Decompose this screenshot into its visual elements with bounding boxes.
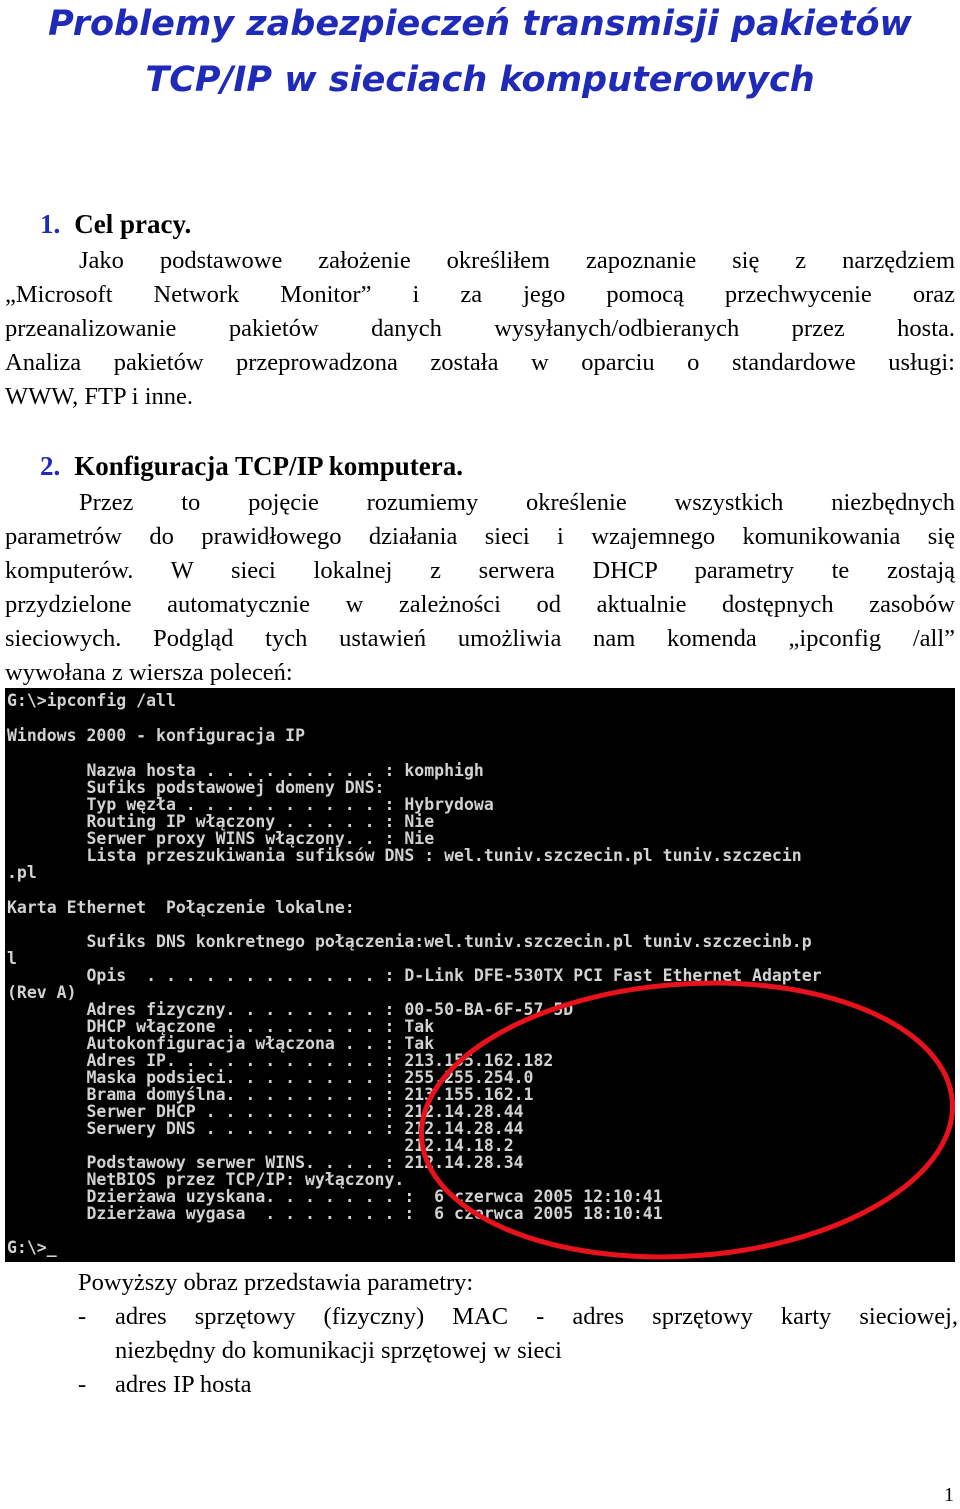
section-2-title: Konfiguracja TCP/IP komputera.: [74, 451, 464, 481]
highlight-ellipse: [5, 688, 955, 1262]
section-1-paragraph: [5, 244, 955, 414]
red-highlight-circle: [412, 966, 955, 1262]
document-title-line-2: TCP/IP w sieciach komputerowych: [145, 60, 815, 100]
console-line: Sufiks podstawowej domeny DNS:: [7, 778, 385, 797]
console-line: Karta Ethernet Połączenie lokalne:: [7, 898, 355, 917]
section-2-heading: [40, 450, 463, 482]
list-dash: -: [78, 1371, 87, 1398]
console-line: G:\>_: [7, 1238, 57, 1257]
console-line: Routing IP włączony . . . . . : Nie: [7, 812, 435, 831]
console-line: Autokonfiguracja włączona . . : Tak: [7, 1034, 435, 1053]
console-line: l: [7, 949, 17, 968]
section-2-paragraph: [5, 486, 955, 690]
console-line: Adres fizyczny. . . . . . . . : 00-50-BA-6F-57-5D: [7, 1000, 574, 1019]
paragraph-line: Jako podstawowe założenie określiłem zapoznanie się z narzędziem: [79, 247, 955, 274]
console-line: DHCP włączone . . . . . . . . : Tak: [7, 1017, 435, 1036]
document-title-line-1: Problemy zabezpieczeń transmisji pakietów: [48, 4, 912, 44]
paragraph-line: przydzielone automatycznie w zależności od aktualnie dostępnych zasobów: [5, 591, 955, 618]
console-line: 212.14.18.2: [7, 1136, 514, 1155]
console-line: Lista przeszukiwania sufiksów DNS : wel.tuniv.szczecin.pl tuniv.szczecin: [7, 846, 802, 865]
console-line: Sufiks DNS konkretnego połączenia:wel.tuniv.szczecin.pl tuniv.szczecinb.p: [7, 932, 812, 951]
console-line: G:\>ipconfig /all: [7, 691, 176, 710]
page-number: 1: [944, 1484, 954, 1506]
console-line: Windows 2000 - konfiguracja IP: [7, 726, 306, 745]
parameter-item: [78, 1368, 958, 1402]
parameters-intro: Powyższy obraz przedstawia parametry:: [78, 1269, 474, 1296]
section-2-number: 2.: [40, 451, 61, 481]
console-line: Dzierżawa wygasa . . . . . . . : 6 czerwca 2005 18:10:41: [7, 1204, 663, 1223]
console-line: Serwer proxy WINS włączony. . : Nie: [7, 829, 435, 848]
console-line: .pl: [7, 863, 37, 882]
paragraph-line: WWW, FTP i inne.: [5, 383, 194, 410]
parameter-item: [78, 1300, 958, 1368]
list-dash: -: [78, 1303, 87, 1330]
paragraph-line: komputerów. W sieci lokalnej z serwera DHCP parametry te zostają: [5, 557, 955, 584]
list-item-line: adres IP hosta: [115, 1371, 252, 1398]
parameters-list-section: [78, 1266, 958, 1402]
console-line: Brama domyślna. . . . . . . . : 213.155.162.1: [7, 1085, 534, 1104]
list-item-line: adres sprzętowy (fizyczny) MAC - adres sprzętowy karty sieciowej,: [115, 1303, 958, 1330]
section-1-heading: [40, 208, 191, 240]
console-line: Podstawowy serwer WINS. . . . : 212.14.28.34: [7, 1153, 524, 1172]
console-line: Serwer DHCP . . . . . . . . . : 212.14.28.44: [7, 1102, 524, 1121]
section-1-title: Cel pracy.: [74, 209, 192, 239]
console-line: Opis . . . . . . . . . . . . : D-Link DFE-530TX PCI Fast Ethernet Adapter: [7, 966, 822, 985]
console-line: Dzierżawa uzyskana. . . . . . . : 6 czerwca 2005 12:10:41: [7, 1187, 663, 1206]
paragraph-line: Przez to pojęcie rozumiemy określenie wszystkich niezbędnych: [79, 489, 955, 516]
console-line: Nazwa hosta . . . . . . . . . : komphigh: [7, 761, 484, 780]
console-line: (Rev A): [7, 983, 77, 1002]
paragraph-line: Analiza pakietów przeprowadzona została w oparciu o standardowe usługi:: [5, 349, 955, 376]
paragraph-line: parametrów do prawidłowego działania sieci i wzajemnego komunikowania się: [5, 523, 955, 550]
list-item-line: niezbędny do komunikacji sprzętowej w sieci: [115, 1337, 562, 1364]
paragraph-line: sieciowych. Podgląd tych ustawień umożliwia nam komenda „ipconfig /all”: [5, 625, 955, 652]
console-line: Adres IP. . . . . . . . . . . : 213.155.162.182: [7, 1051, 554, 1070]
paragraph-line: wywołana z wiersza poleceń:: [5, 659, 293, 686]
paragraph-line: przeanalizowanie pakietów danych wysyłanych/odbieranych przez hosta.: [5, 315, 955, 342]
section-1-number: 1.: [40, 209, 61, 239]
console-screenshot: [5, 688, 955, 1262]
console-line: Maska podsieci. . . . . . . . : 255.255.254.0: [7, 1068, 534, 1087]
console-line: Serwery DNS . . . . . . . . . : 212.14.28.44: [7, 1119, 524, 1138]
paragraph-line: „Microsoft Network Monitor” i za jego pomocą przechwycenie oraz: [5, 281, 955, 308]
console-line: NetBIOS przez TCP/IP: wyłączony.: [7, 1170, 405, 1189]
console-line: Typ węzła . . . . . . . . . . : Hybrydowa: [7, 795, 494, 814]
